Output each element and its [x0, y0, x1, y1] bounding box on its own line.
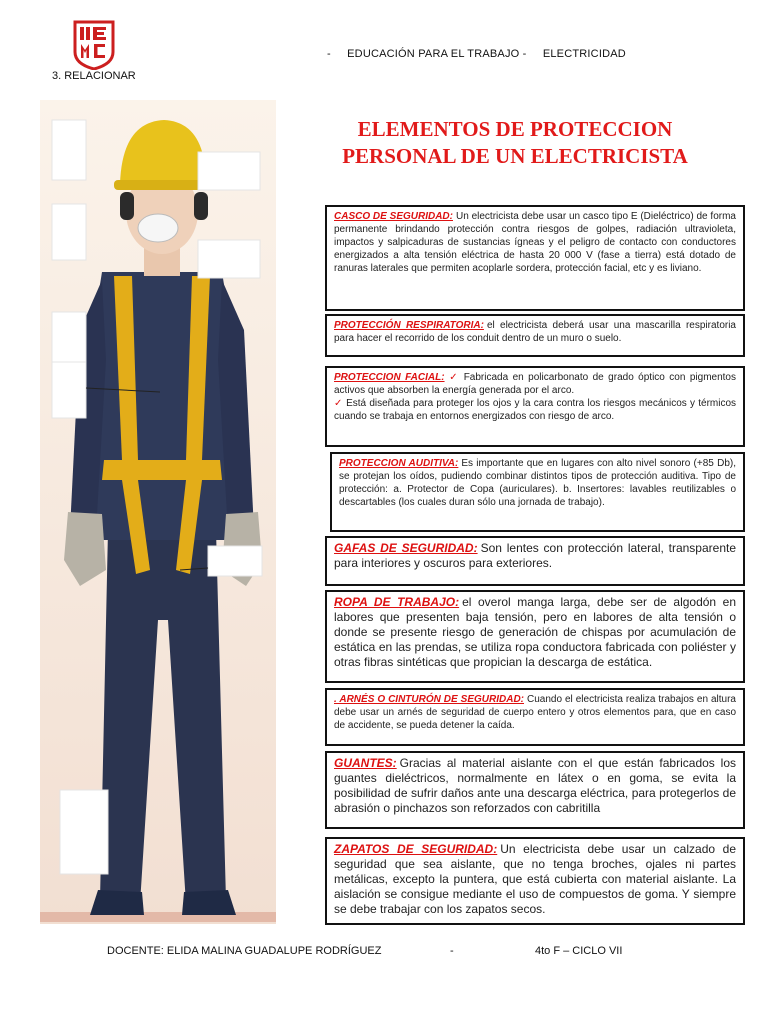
item-facial — [325, 366, 745, 447]
item-key: GAFAS DE SEGURIDAD: — [334, 541, 478, 555]
item-text: Gracias al material aislante con el que están fabricados los guantes dieléctricos, normalmente en látex o en goma, se evita la posibilidad de sufrir daños ante una descarga eléctrica, para protegerlos de abrasión o pinchazos son reforzados con cabritilla — [334, 756, 736, 815]
item-guantes — [325, 751, 745, 829]
course-header: - EDUCACIÓN PARA EL TRABAJO - ELECTRICIDAD — [327, 48, 626, 60]
item-key: . ARNÉS O CINTURÓN DE SEGURIDAD: — [334, 694, 524, 705]
item-respiratoria — [325, 314, 745, 357]
item-key: CASCO DE SEGURIDAD: — [334, 211, 453, 222]
item-auditiva — [330, 452, 745, 532]
item-key: PROTECCION FACIAL: — [334, 372, 445, 383]
item-text: Es importante que en lugares con alto nivel sonoro (+85 Db), se protejan los oídos, pudiendo combinar distintos tipos de protección auditiva. Tipo de protección: a. Protector de Copa (auriculares). b. Insertores: lavables reutilizables o descartables (los cuales duran sólo una jornada de trabajo). — [339, 458, 736, 508]
check-icon: ✓ — [447, 372, 460, 383]
title-line-1: ELEMENTOS DE PROTECCION — [357, 117, 673, 141]
item-key: PROTECCION AUDITIVA: — [339, 458, 459, 469]
item-text: el electricista deberá usar una mascarilla respiratoria para hacer el recorrido de los conduit dentro de un muro o suelo. — [334, 320, 736, 344]
item-casco — [325, 205, 745, 311]
item-text: Cuando el electricista realiza trabajos en altura debe usar un arnés de seguridad de cuerpo entero y otros elementos para, que en caso de accidente, se pueda detener la caída. — [334, 694, 736, 731]
page-title — [325, 116, 705, 170]
item-key: GUANTES: — [334, 756, 397, 770]
item-arnes — [325, 688, 745, 746]
item-text: Son lentes con protección lateral, transparente para interiores y oscuros para exteriores. — [334, 541, 736, 570]
footer-separator: - — [450, 945, 454, 957]
school-logo — [72, 20, 116, 70]
footer-teacher: DOCENTE: ELIDA MALINA GUADALUPE RODRÍGUEZ — [107, 945, 382, 957]
item-text: Fabricada en policarbonato de grado óptico con pigmentos activos que absorben la energía generada por el arco. — [334, 372, 736, 396]
electrician-figure — [40, 100, 276, 924]
title-line-2: PERSONAL DE UN ELECTRICISTA — [342, 144, 688, 168]
item-key: ZAPATOS DE SEGURIDAD: — [334, 842, 498, 856]
section-label: 3. RELACIONAR — [52, 70, 136, 82]
item-key: ROPA DE TRABAJO: — [334, 595, 460, 609]
check-icon: ✓ — [334, 398, 343, 409]
footer-class: 4to F – CICLO VII — [535, 945, 623, 957]
item-ropa — [325, 590, 745, 683]
item-text: Un electricista debe usar un casco tipo E (Dieléctrico) de forma permanente brindando protección contra riesgos de golpes, radiación ultravioleta, impactos y salpicaduras de sustancias ígneas y el peligro de contacto con conductores energizados a alta tensión eléctrica de hasta 20 000 V (fase a tierra) está dotado de ranuras laterales que permiten acoplarle sordera, protección facial, etc y es liviano. — [334, 211, 736, 274]
electrician-illustration — [40, 100, 276, 924]
item-zapatos — [325, 837, 745, 925]
item-text-2: Está diseñada para proteger los ojos y la cara contra los riesgos mecánicos y térmicos cuando se trabaja en entornos energizados con riesgo de arco. — [334, 398, 737, 422]
item-text: el overol manga larga, debe ser de algodón en labores que presenten baja tensión, pero en labores de alta tensión o donde se presente riesgo de generación de chispas por acumulación de estática en las prendas, se utiliza ropa conductora fabricada con poliéster y otras fibras sintéticas que propician la descarga de estática. — [334, 595, 736, 669]
item-key: PROTECCIÓN RESPIRATORIA: — [334, 320, 484, 331]
item-text: Un electricista debe usar un calzado de seguridad que sea aislante, que no tenga broches, ojales ni partes metálicas, excepto la puntera, que está cubierta con material aislante. La aislación se consigue mediante el uso de compuestos de goma. Y siempre se debe trabajar con los zapatos secos. — [334, 842, 736, 916]
item-gafas — [325, 536, 745, 586]
